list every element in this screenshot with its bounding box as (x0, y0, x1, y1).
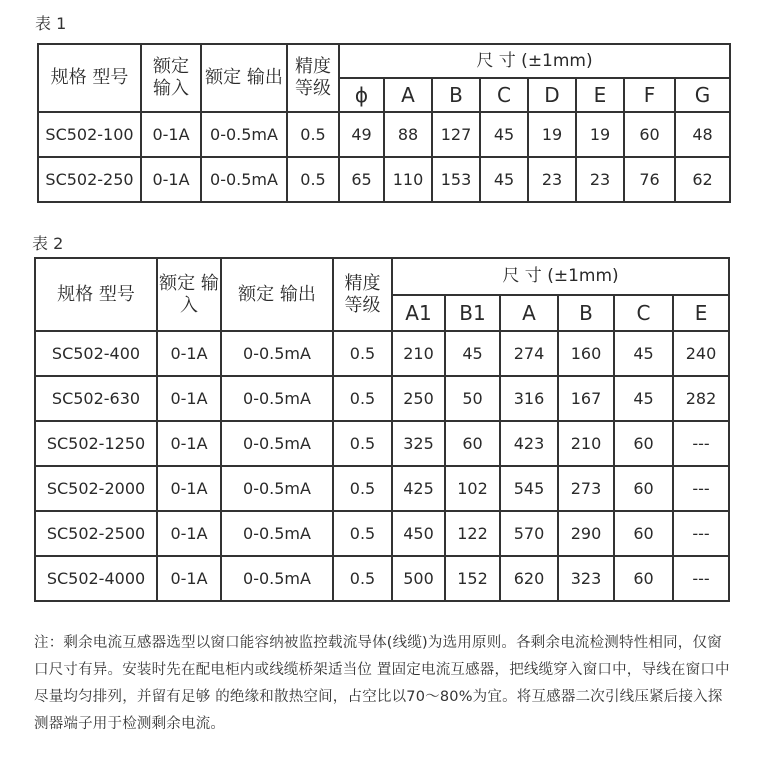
table-row (35, 466, 729, 511)
table-cell: 152 (445, 556, 500, 601)
table-cell: 316 (500, 376, 558, 421)
table-cell: 0-0.5mA (201, 112, 287, 157)
header-rated-input: 额定 输入 (141, 44, 201, 112)
dimension-column-header: B1 (445, 295, 500, 331)
header-rated-output: 额定 输出 (221, 258, 333, 331)
table-cell: 49 (339, 112, 384, 157)
table-cell: 19 (576, 112, 624, 157)
table-cell: 570 (500, 511, 558, 556)
table-cell: 0.5 (287, 157, 339, 202)
header-accuracy: 精度 等级 (287, 44, 339, 112)
table-cell: 62 (675, 157, 730, 202)
table-cell: 60 (614, 421, 673, 466)
dimension-column-header: C (614, 295, 673, 331)
model-cell: SC502-400 (35, 331, 157, 376)
header-dimension: 尺 寸 (±1mm) (339, 44, 730, 78)
table-cell: 0.5 (333, 376, 392, 421)
table-row (35, 511, 729, 556)
table-cell: 0-1A (157, 421, 221, 466)
table-cell: 423 (500, 421, 558, 466)
table-cell: 0-1A (157, 511, 221, 556)
table-cell: 323 (558, 556, 614, 601)
table-cell: --- (673, 466, 729, 511)
table-row (35, 556, 729, 601)
table-cell: 0-1A (157, 466, 221, 511)
header-model: 规格 型号 (38, 44, 141, 112)
header-rated-input: 额定 输入 (157, 258, 221, 331)
header-accuracy: 精度 等级 (333, 258, 392, 331)
dimension-column-header: A1 (392, 295, 445, 331)
table-cell: 0-1A (157, 331, 221, 376)
table-cell: 250 (392, 376, 445, 421)
table-cell: 45 (480, 112, 528, 157)
table-cell: 0.5 (333, 556, 392, 601)
dimension-column-header: G (675, 78, 730, 112)
dimension-column-header: ϕ (339, 78, 384, 112)
dimension-column-header: C (480, 78, 528, 112)
table-row (35, 376, 729, 421)
dimension-column-header: E (576, 78, 624, 112)
dimension-column-header: B (558, 295, 614, 331)
table-cell: 127 (432, 112, 480, 157)
table-cell: 88 (384, 112, 432, 157)
table-cell: 110 (384, 157, 432, 202)
table-cell: 290 (558, 511, 614, 556)
dimension-column-header: A (500, 295, 558, 331)
table-cell: 240 (673, 331, 729, 376)
table-row (38, 157, 730, 202)
table-cell: 0.5 (333, 511, 392, 556)
table-cell: 122 (445, 511, 500, 556)
table-cell: 425 (392, 466, 445, 511)
table-cell: 60 (624, 112, 675, 157)
table-cell: 0-1A (141, 157, 201, 202)
table-row (38, 112, 730, 157)
table-cell: 0-1A (141, 112, 201, 157)
header-model: 规格 型号 (35, 258, 157, 331)
table-cell: 167 (558, 376, 614, 421)
table-cell: 65 (339, 157, 384, 202)
table-cell: 210 (392, 331, 445, 376)
table-cell: 450 (392, 511, 445, 556)
table-cell: 19 (528, 112, 576, 157)
table-cell: 60 (614, 466, 673, 511)
table-cell: 45 (614, 376, 673, 421)
table-cell: 210 (558, 421, 614, 466)
table-cell: 0.5 (287, 112, 339, 157)
table-cell: 160 (558, 331, 614, 376)
model-cell: SC502-630 (35, 376, 157, 421)
table2-caption: 表 2 (32, 234, 64, 253)
table-cell: 0.5 (333, 331, 392, 376)
model-cell: SC502-1250 (35, 421, 157, 466)
table-cell: 500 (392, 556, 445, 601)
dimension-column-header: F (624, 78, 675, 112)
table-cell: --- (673, 556, 729, 601)
table-cell: 620 (500, 556, 558, 601)
table-cell: 545 (500, 466, 558, 511)
table-cell: 76 (624, 157, 675, 202)
table-cell: 0-0.5mA (221, 556, 333, 601)
table-cell: 0-0.5mA (221, 511, 333, 556)
table-cell: 45 (445, 331, 500, 376)
table-cell: 153 (432, 157, 480, 202)
table-cell: 274 (500, 331, 558, 376)
table-cell: 0-0.5mA (221, 331, 333, 376)
table-row (35, 331, 729, 376)
table-cell: 48 (675, 112, 730, 157)
table-cell: 23 (528, 157, 576, 202)
table-cell: 60 (614, 511, 673, 556)
table-cell: 0-0.5mA (221, 466, 333, 511)
table-cell: 0-0.5mA (221, 421, 333, 466)
table-cell: 0.5 (333, 421, 392, 466)
table-cell: 45 (614, 331, 673, 376)
table-cell: 325 (392, 421, 445, 466)
spec-table-2 (34, 257, 730, 602)
spec-table-1 (37, 43, 731, 203)
dimension-column-header: A (384, 78, 432, 112)
table-cell: 23 (576, 157, 624, 202)
table1-caption: 表 1 (35, 14, 67, 33)
table-cell: 0-0.5mA (201, 157, 287, 202)
header-dimension: 尺 寸 (±1mm) (392, 258, 729, 295)
dimension-column-header: E (673, 295, 729, 331)
table-cell: 0.5 (333, 466, 392, 511)
table-cell: --- (673, 511, 729, 556)
table-cell: 45 (480, 157, 528, 202)
model-cell: SC502-2500 (35, 511, 157, 556)
table-cell: 60 (614, 556, 673, 601)
table-cell: 273 (558, 466, 614, 511)
footnote: 注：剩余电流互感器选型以窗口能容纳被监控载流导体(线缆)为选用原则。各剩余电流检测特性相同，仅窗口尺寸有异。安装时先在配电柜内或线缆桥架适当位 置固定电流互感器，把线缆穿入窗口中，导线在窗口中尽量均匀排列，并留有足够 的绝缘和散热空间，占空比以70～80%为宜。将互感器二次引线压紧后接入探测器端子用于检测剩余电流。 (34, 635, 730, 732)
dimension-column-header: D (528, 78, 576, 112)
dimension-column-header: B (432, 78, 480, 112)
table-cell: 50 (445, 376, 500, 421)
model-cell: SC502-4000 (35, 556, 157, 601)
table-cell: 282 (673, 376, 729, 421)
table-cell: 0-0.5mA (221, 376, 333, 421)
model-cell: SC502-2000 (35, 466, 157, 511)
table-cell: --- (673, 421, 729, 466)
table-cell: 60 (445, 421, 500, 466)
model-cell: SC502-250 (38, 157, 141, 202)
table-row (35, 421, 729, 466)
table-cell: 102 (445, 466, 500, 511)
table-cell: 0-1A (157, 376, 221, 421)
header-rated-output: 额定 输出 (201, 44, 287, 112)
table-cell: 0-1A (157, 556, 221, 601)
model-cell: SC502-100 (38, 112, 141, 157)
